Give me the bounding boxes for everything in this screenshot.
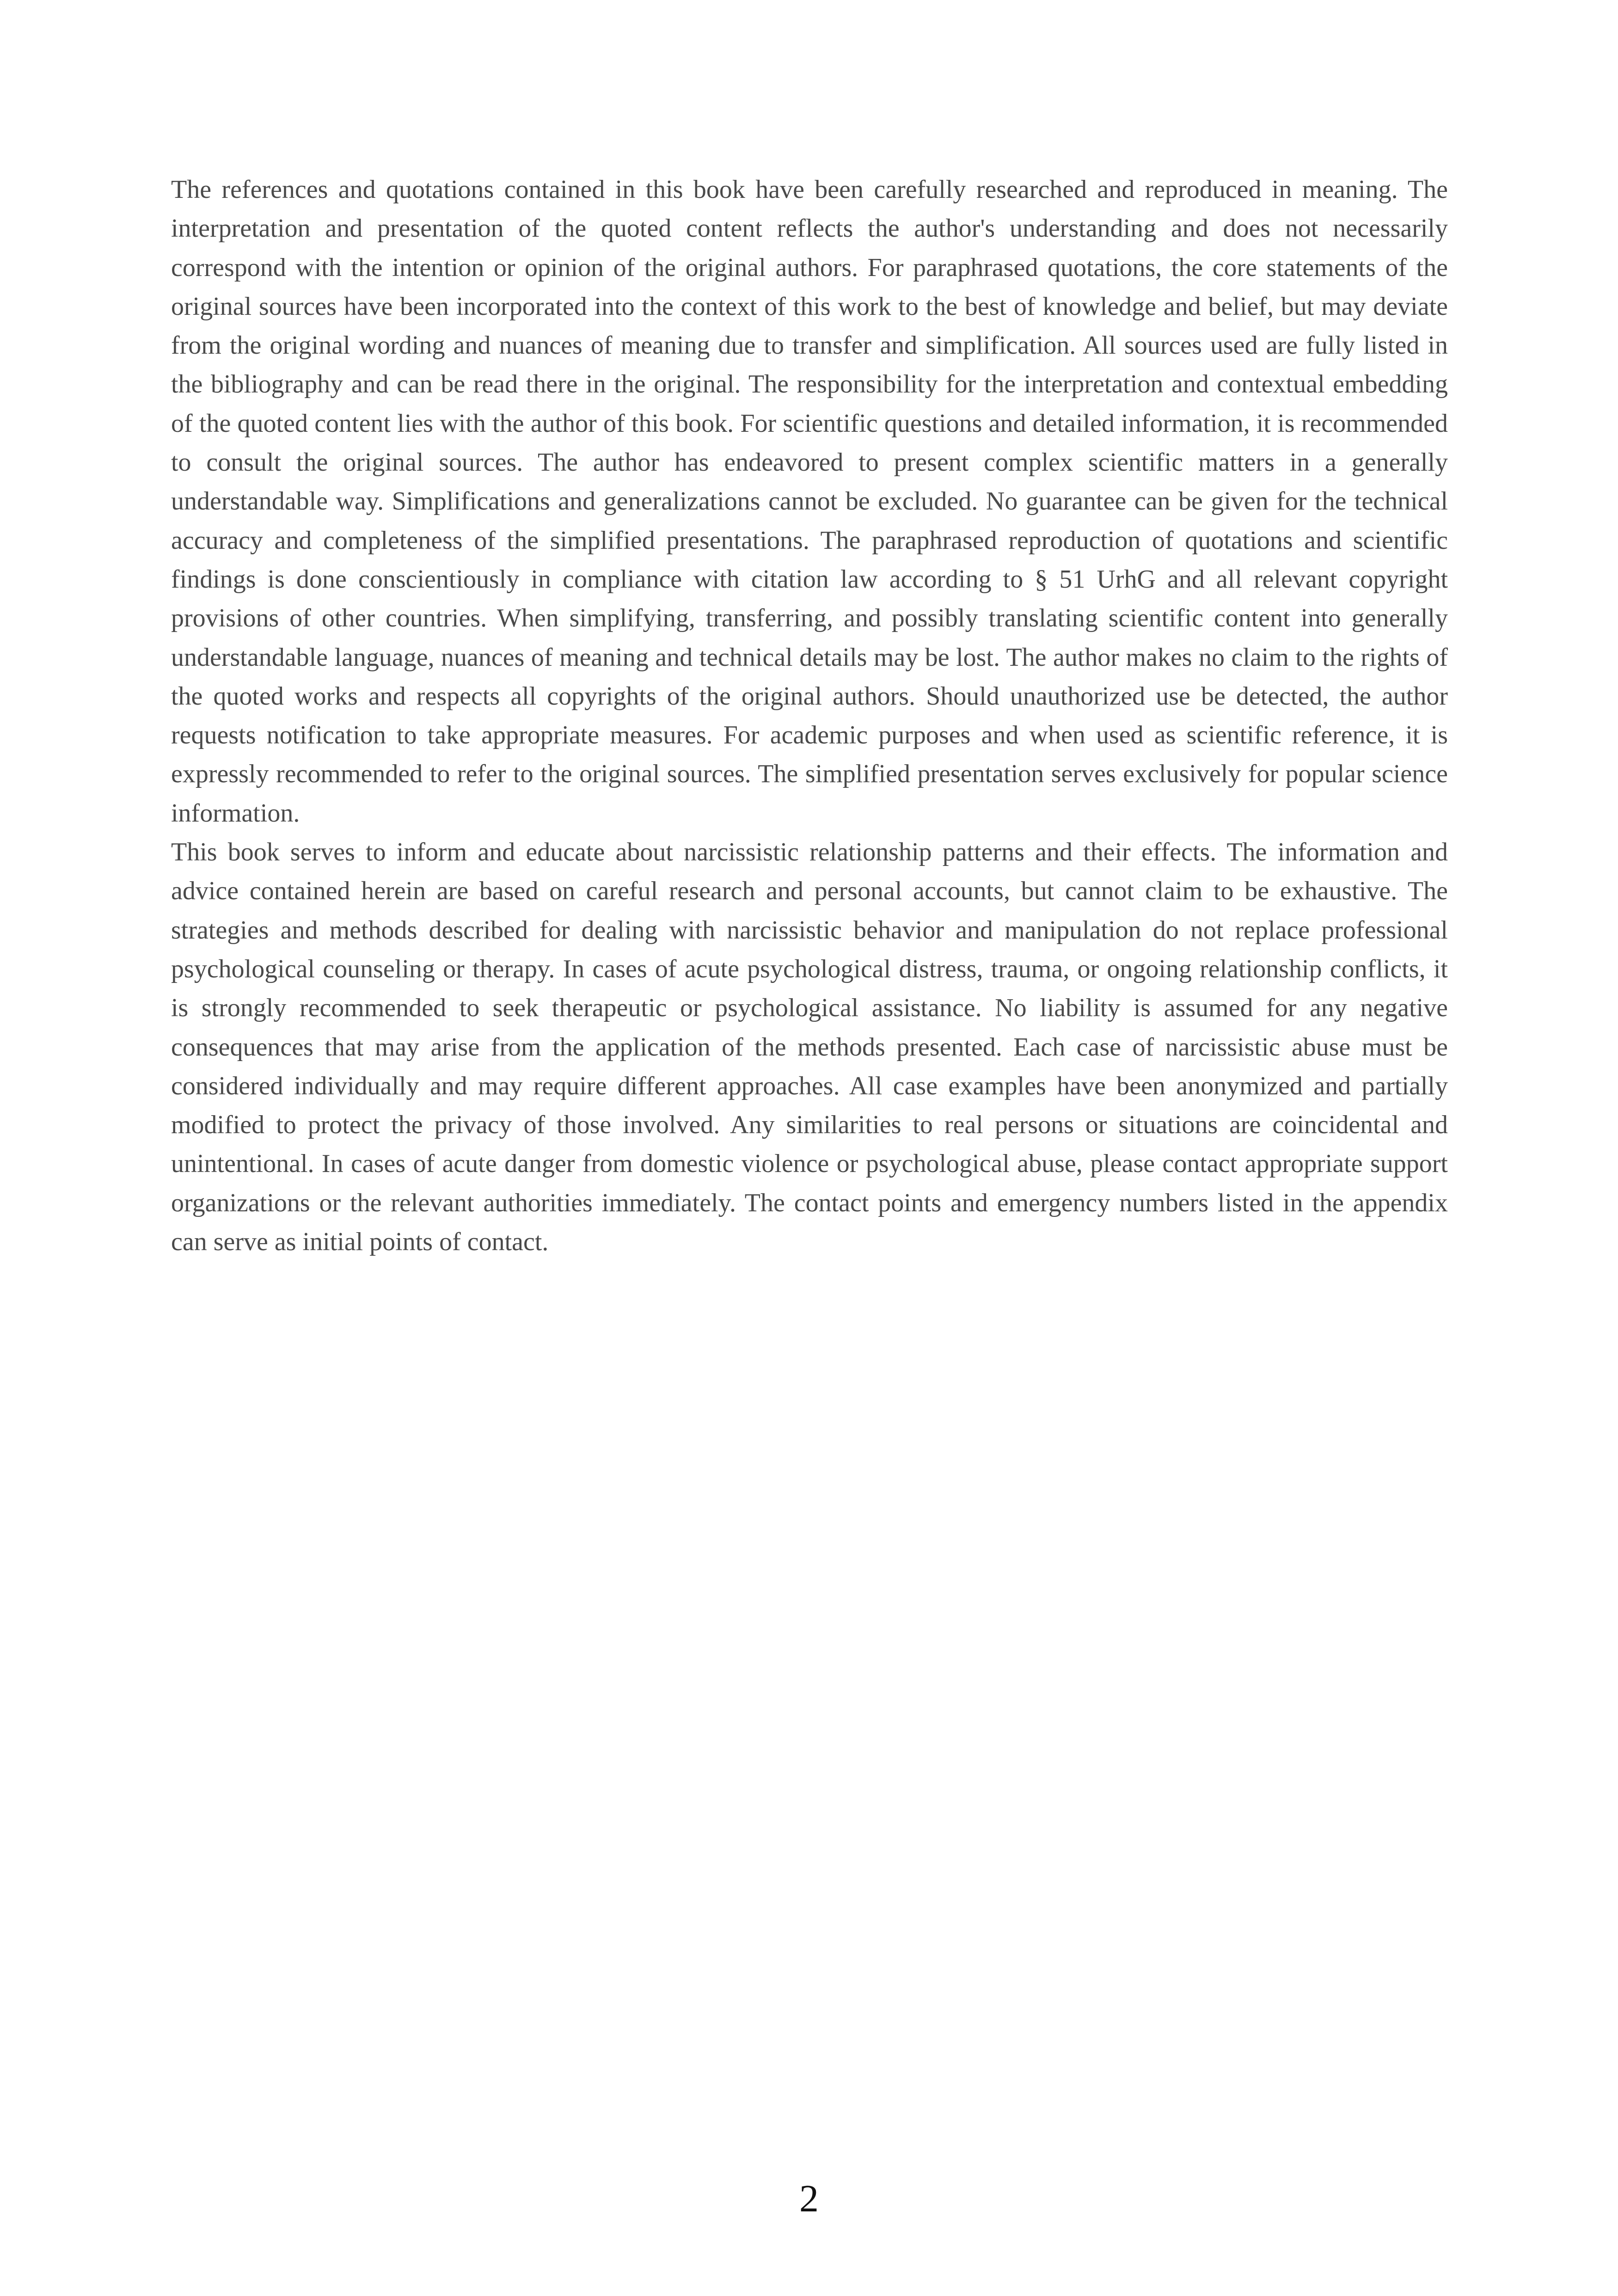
- page-number: 2: [799, 2177, 819, 2220]
- disclaimer-paragraph-citations: The references and quotations contained in this book have been carefully researched and reproduced in meaning. The interpretation and presentation of the quoted content reflects the author's understanding and does not necessarily correspond with the intention or opinion of the original authors. For paraphrased quotations, the core statements of the original sources have been incorporated into the context of this work to the best of knowledge and belief, but may deviate from the original wording and nuances of meaning due to transfer and simplification. All sources used are fully listed in the bibliography and can be read there in the original. The responsibility for the interpretation and contextual embedding of the quoted content lies with the author of this book. For scientific questions and detailed information, it is recommended to consult the original sources. The author has endeavored to present complex scientific matters in a generally understandable way. Simplifications and generalizations cannot be excluded. No guarantee can be given for the technical accuracy and completeness of the simplified presentations. The paraphrased reproduction of quotations and scientific findings is done conscientiously in compliance with citation law according to § 51 UrhG and all relevant copyright provisions of other countries. When simplifying, transferring, and possibly translating scientific content into generally understandable language, nuances of meaning and technical details may be lost. The author makes no claim to the rights of the quoted works and respects all copyrights of the original authors. Should unauthorized use be detected, the author requests notification to take appropriate measures. For academic purposes and when used as scientific reference, it is expressly recommended to refer to the original sources. The simplified presentation serves exclusively for popular science information.: [171, 175, 1448, 828]
- body-text: [171, 170, 1448, 1261]
- disclaimer-paragraph-liability: This book serves to inform and educate about narcissistic relationship patterns and their effects. The information and advice contained herein are based on careful research and personal accounts, but cannot claim to be exhaustive. The strategies and methods described for dealing with narcissistic behavior and manipulation do not replace professional psychological counseling or therapy. In cases of acute psychological distress, trauma, or ongoing relationship conflicts, it is strongly recommended to seek therapeutic or psychological assistance. No liability is assumed for any negative consequences that may arise from the application of the methods presented. Each case of narcissistic abuse must be considered individually and may require different approaches. All case examples have been anonymized and partially modified to protect the privacy of those involved. Any similarities to real persons or situations are coincidental and unintentional. In cases of acute danger from domestic violence or psychological abuse, please contact appropriate support organizations or the relevant authorities immediately. The contact points and emergency numbers listed in the appendix can serve as initial points of contact.: [171, 838, 1448, 1257]
